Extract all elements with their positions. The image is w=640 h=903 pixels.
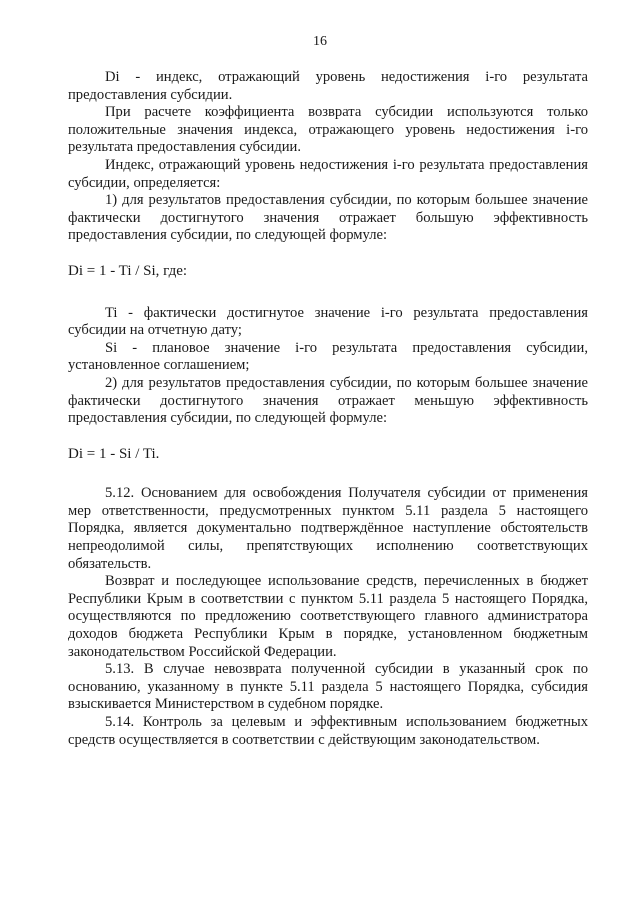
paragraph-di-definition: Di - индекс, отражающий уровень недостижения i-го результата предоставления субсидии. [68, 69, 588, 103]
paragraph-case-2: 2) для результатов предоставления субсидии, по которым большее значение фактически достигнутого значения отражает меньшую эффективность предоставления субсидии, по следующей формуле: [68, 374, 588, 427]
paragraph-5-14: 5.14. Контроль за целевым и эффективным использованием бюджетных средств осуществляется в соответствии с действующим законодательством. [68, 714, 588, 748]
paragraph-positive-values: При расчете коэффициента возврата субсидии используются только положительные значения индекса, отражающего уровень недостижения i-го результата предоставления субсидии. [68, 104, 588, 156]
paragraph-ti-definition: Ti - фактически достигнутое значение i-го результата предоставления субсидии на отчетную дату; [68, 304, 588, 339]
paragraph-si-definition: Si - плановое значение i-го результата предоставления субсидии, установленное соглашением; [68, 339, 588, 374]
paragraph-index-determined: Индекс, отражающий уровень недостижения i-го результата предоставления субсидии, определяется: [68, 156, 588, 191]
formula-1: Di = 1 - Ti / Si, где: [68, 262, 188, 279]
paragraph-5-12: 5.12. Основанием для освобождения Получателя субсидии от применения мер ответственности, предусмотренных пунктом 5.11 раздела 5 настоящего Порядка, является документально подтверждённое наступление обстоятельств непреодолимой силы, препятствующих исполнению соответствующих обязательств. [68, 485, 588, 572]
page-number: 16 [313, 34, 327, 49]
paragraph-return-funds: Возврат и последующее использование средств, перечисленных в бюджет Республики Крым в соответствии с пунктом 5.11 раздела 5 настоящего Порядка, осуществляются по предложению соответствующего главного администратора доходов бюджета Республики Крым в порядке, установленном бюджетным законодательством Российской Федерации. [68, 573, 588, 660]
formula-2: Di = 1 - Si / Ti. [68, 445, 160, 462]
document-body [68, 69, 588, 749]
paragraph-case-1: 1) для результатов предоставления субсидии, по которым большее значение фактически достигнутого значения отражает большую эффективность предоставления субсидии, по следующей формуле: [68, 192, 588, 244]
paragraph-5-13: 5.13. В случае невозврата полученной субсидии в указанный срок по основанию, указанному в пункте 5.11 раздела 5 настоящего Порядка, субсидия взыскивается Министерством в судебном порядке. [68, 661, 588, 713]
